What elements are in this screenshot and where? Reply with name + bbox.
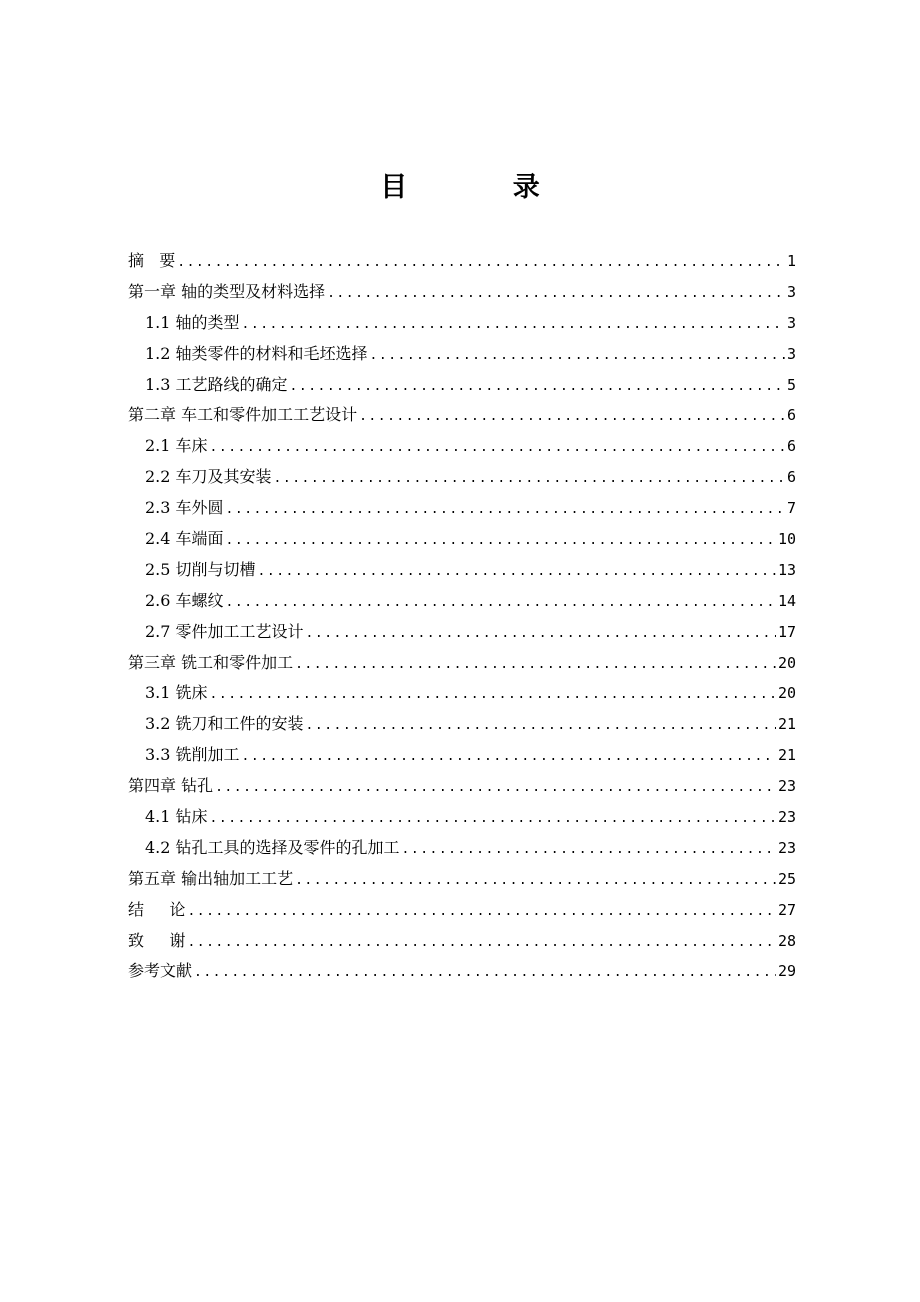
toc-entry-label: 结 论 [128,899,186,919]
toc-chapter-entry[interactable] [128,277,796,308]
toc-entry-label: 3.3 铣削加工 [145,745,240,765]
toc-page-number: 17 [777,622,796,641]
toc-dot-leader [226,588,776,619]
toc-page-number: 23 [777,838,796,857]
toc-entry-label: 第三章 铣工和零件加工 [128,652,294,672]
toc-chapter-entry[interactable] [128,864,796,895]
toc-dot-leader [242,742,776,773]
toc-entry-label: 第二章 车工和零件加工工艺设计 [128,405,358,425]
toc-chapter-entry[interactable] [128,895,796,926]
toc-page-number: 6 [786,437,796,456]
toc-chapter-entry[interactable] [128,648,796,679]
toc-chapter-entry[interactable] [128,400,796,431]
toc-entry-label: 摘 要 [128,251,176,270]
toc-chapter-entry[interactable] [128,771,796,802]
toc-page-number: 29 [777,962,796,981]
toc-dot-leader [187,928,776,959]
toc-entry-label: 3.1 铣床 [145,683,208,703]
toc-dot-leader [242,310,785,341]
toc-page-number: 3 [786,313,796,332]
toc-dot-leader [370,341,785,372]
toc-page-number: 6 [786,468,796,487]
toc-page-number: 23 [777,777,796,796]
toc-dot-leader [210,680,776,711]
toc-section-entry[interactable] [128,431,796,462]
toc-dot-leader [226,526,776,557]
toc-dot-leader [274,464,785,495]
toc-dot-leader [177,248,785,279]
toc-dot-leader [327,279,785,310]
toc-dot-leader [258,557,776,588]
toc-dot-leader [210,804,776,835]
toc-dot-leader [306,619,776,650]
toc-entry-label: 1.1 轴的类型 [145,312,240,332]
toc-page-number: 7 [786,499,796,518]
toc-dot-leader [359,402,785,433]
toc-section-entry[interactable] [128,802,796,833]
toc-entry-label: 2.3 车外圆 [145,498,224,518]
toc-page-number: 28 [777,931,796,950]
toc-entry-label: 2.5 切削与切槽 [145,559,256,579]
toc-section-entry[interactable] [128,586,796,617]
toc-entry-label: 1.2 轴类零件的材料和毛坯选择 [145,343,368,363]
toc-entry-label: 1.3 工艺路线的确定 [145,374,288,394]
toc-entry-label: 第五章 输出轴加工工艺 [128,868,294,888]
toc-entry-label: 4.1 钻床 [145,807,208,827]
toc-entry-label: 3.2 铣刀和工件的安装 [145,714,304,734]
toc-entry-label: 第一章 轴的类型及材料选择 [128,281,326,301]
toc-page-number: 20 [777,684,796,703]
toc-entry-label: 第四章 钻孔 [128,776,214,796]
toc-entry-label: 2.1 车床 [145,436,208,456]
toc-page-number: 25 [777,869,796,888]
toc-section-entry[interactable] [128,308,796,339]
toc-dot-leader [295,866,776,897]
toc-dot-leader [187,897,776,928]
toc-page-number: 3 [786,344,796,363]
toc-dot-leader [226,495,785,526]
toc-section-entry[interactable] [128,617,796,648]
toc-section-entry[interactable] [128,678,796,709]
toc-dot-leader [306,711,776,742]
toc-page-number: 27 [777,900,796,919]
toc-dot-leader [194,958,776,989]
toc-page-number: 13 [777,560,796,579]
toc-entry-label: 2.2 车刀及其安装 [145,467,272,487]
toc-chapter-entry[interactable] [128,956,796,987]
table-of-contents [128,246,796,987]
toc-entry-label: 致 谢 [128,930,186,950]
toc-section-entry[interactable] [128,740,796,771]
toc-dot-leader [402,835,776,866]
toc-dot-leader [295,650,776,681]
toc-chapter-entry[interactable] [128,926,796,957]
toc-section-entry[interactable] [128,339,796,370]
toc-page-number: 6 [786,406,796,425]
toc-dot-leader [215,773,776,804]
toc-section-entry[interactable] [128,833,796,864]
toc-dot-leader [210,433,785,464]
toc-entry-label: 参考文献 [128,961,193,981]
toc-page-number: 3 [786,282,796,301]
toc-entry-label: 2.7 零件加工工艺设计 [145,621,304,641]
toc-page-number: 14 [777,591,796,610]
toc-page-number: 23 [777,808,796,827]
page-title: 目 录 [380,172,588,204]
toc-section-entry[interactable] [128,555,796,586]
toc-chapter-entry[interactable] [128,246,796,277]
toc-section-entry[interactable] [128,524,796,555]
toc-page-number: 20 [777,653,796,672]
toc-page-number: 10 [777,530,796,549]
toc-entry-label: 2.4 车端面 [145,529,224,549]
toc-page-number: 5 [786,375,796,394]
toc-entry-label: 4.2 钻孔工具的选择及零件的孔加工 [145,837,400,857]
toc-section-entry[interactable] [128,709,796,740]
toc-dot-leader [290,372,785,403]
toc-section-entry[interactable] [128,493,796,524]
toc-page-number: 21 [777,746,796,765]
toc-section-entry[interactable] [128,370,796,401]
toc-page-number: 21 [777,715,796,734]
toc-section-entry[interactable] [128,462,796,493]
toc-entry-label: 2.6 车螺纹 [145,590,224,610]
toc-page-number: 1 [786,252,796,270]
